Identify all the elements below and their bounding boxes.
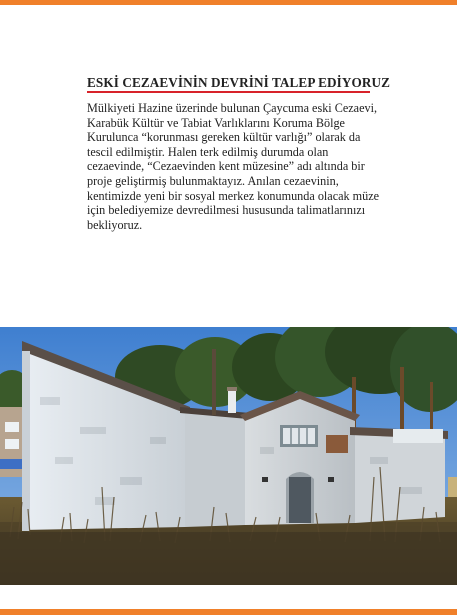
- paragraph-line: bekliyoruz.: [87, 217, 143, 232]
- body-paragraph: [87, 101, 387, 232]
- paragraph-line: tescil edilmiştir. Halen terk edilmiş durumda olan: [87, 144, 329, 159]
- page-title: ESKİ CEZAEVİNİN DEVRİNİ TALEP EDİYORUZ: [87, 75, 391, 90]
- title-underline: [87, 91, 370, 93]
- paragraph-line: Mülkiyeti Hazine üzerinde bulunan Çaycuma eski Cezaevi,: [87, 101, 378, 115]
- paragraph-line: Kurulunca “korunması gereken kültür varlığı” olarak da: [87, 130, 361, 145]
- paragraph-line: Karabük Kültür ve Tabiat Varlıklarını Koruma Bölge: [87, 115, 345, 130]
- paragraph-line: için belediyemize devredilmesi hususunda talimatlarınızı: [87, 203, 366, 218]
- paragraph-line: kentimizde yeni bir sosyal merkez konumunda olacak müze: [87, 188, 380, 203]
- bottom-accent-bar: [0, 609, 457, 615]
- old-prison-photo: [0, 327, 457, 585]
- paragraph-line: proje geliştirmiş bulunmaktayız. Anılan cezaevinin,: [87, 173, 339, 188]
- top-accent-bar: [0, 0, 457, 5]
- paragraph-line: cezaevinde, “Cezaevinden kent müzesine” adı altında bir: [87, 159, 365, 174]
